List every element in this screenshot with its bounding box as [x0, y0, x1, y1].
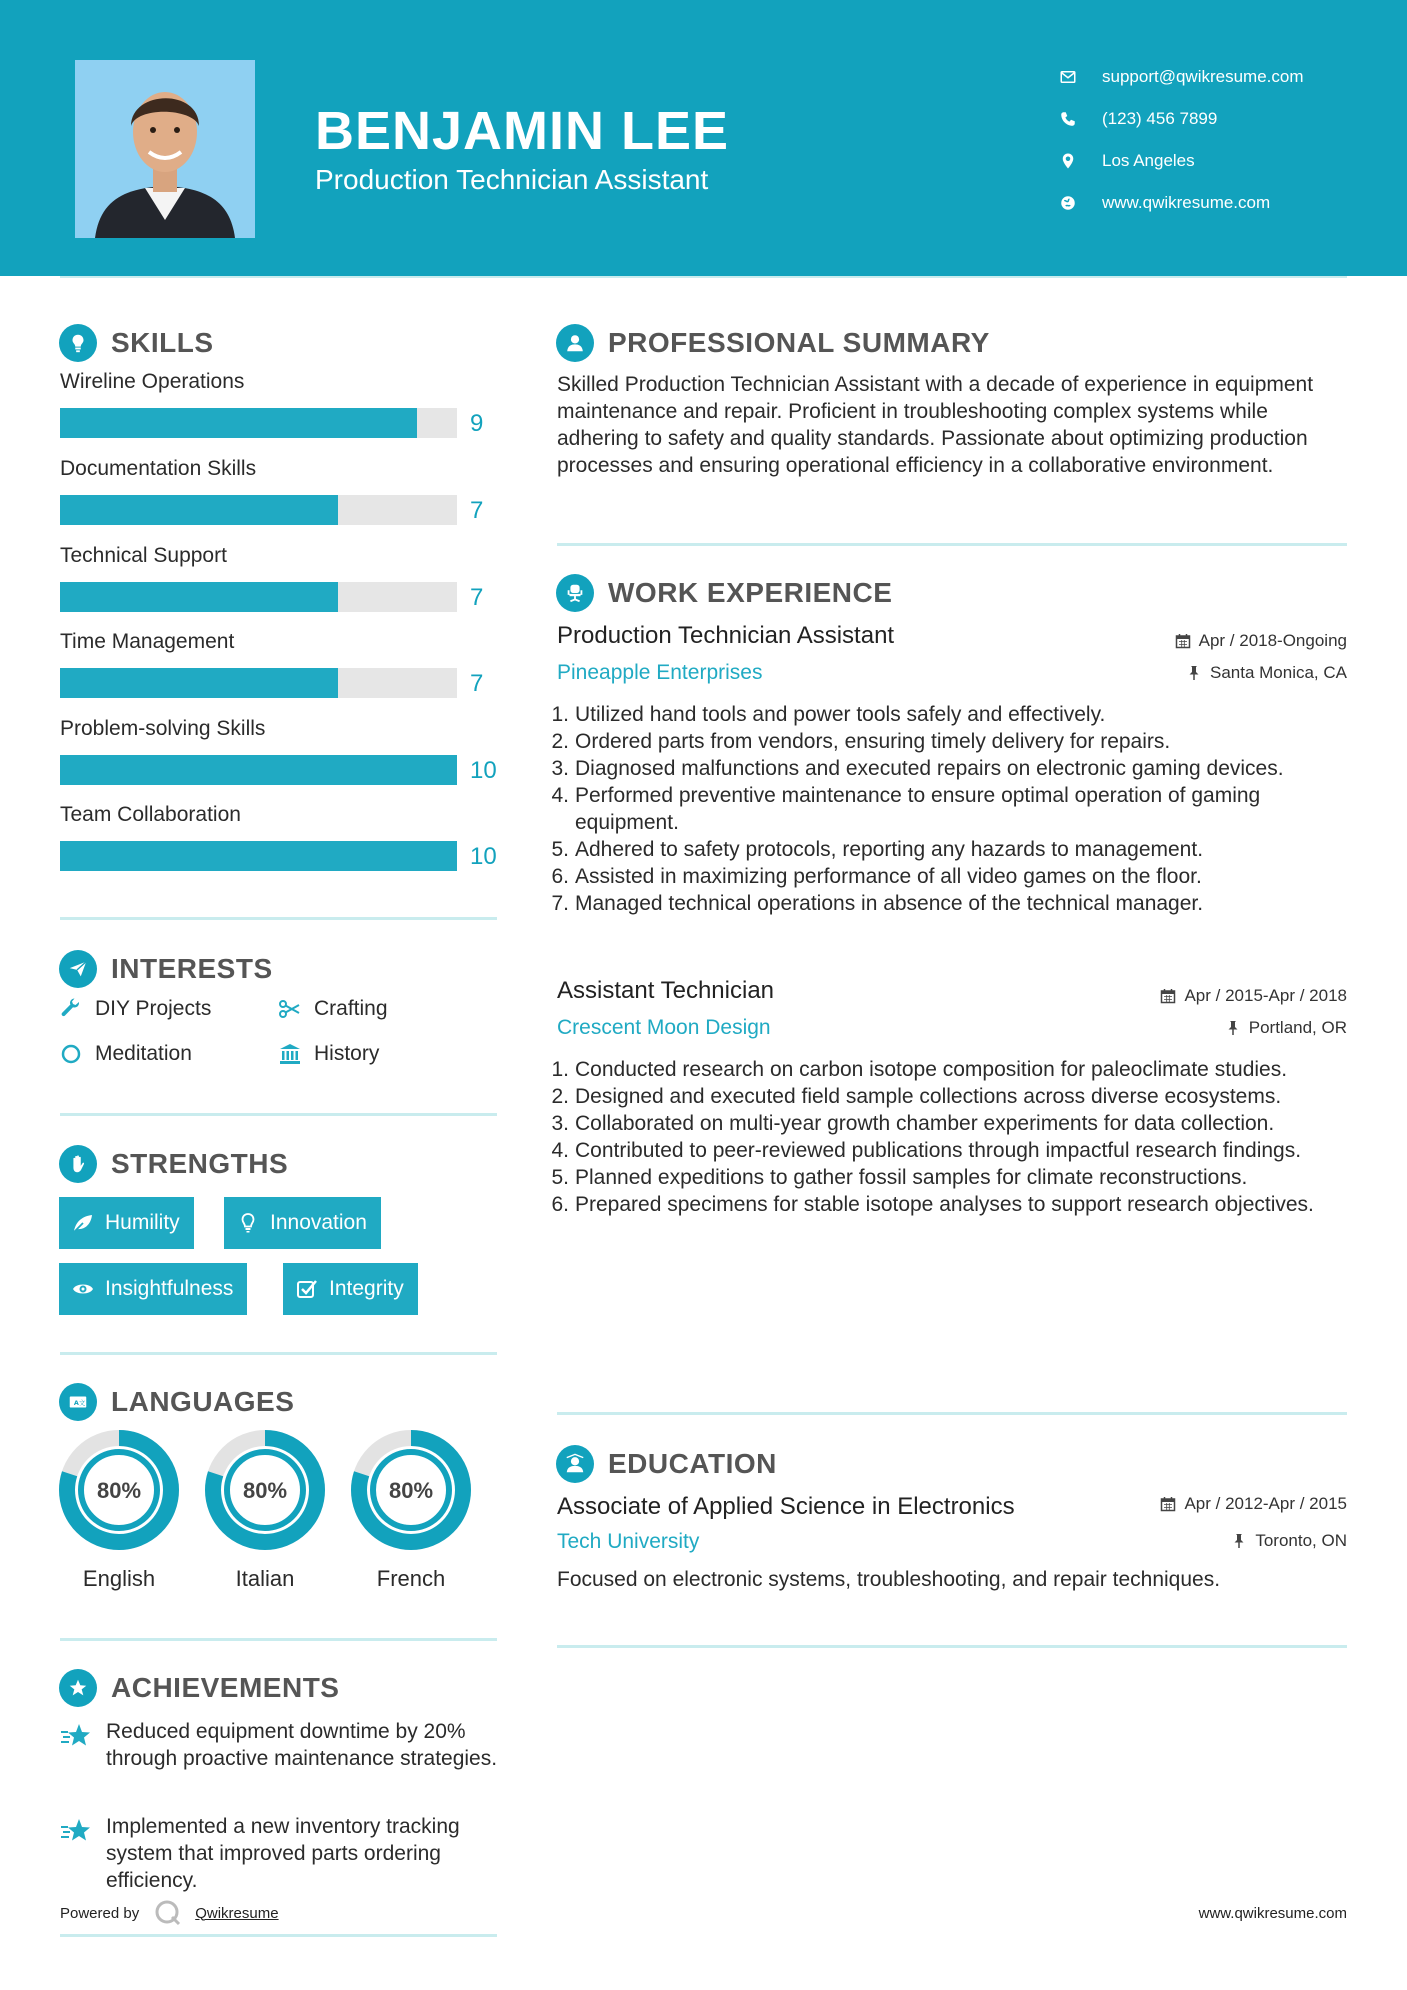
skills-title: SKILLS [111, 327, 214, 358]
job-location [1225, 1018, 1347, 1038]
language-donut [203, 1428, 327, 1552]
job-date [1175, 631, 1347, 651]
interest-item [59, 997, 211, 1021]
achievement-text: Implemented a new inventory tracking system that improved parts ordering efficiency. [106, 1815, 460, 1892]
svg-text:A: A [73, 1399, 79, 1408]
section-divider [557, 1412, 1347, 1415]
skill-item [60, 457, 510, 524]
strength-label: Innovation [270, 1211, 367, 1234]
pushpin-icon [1231, 1533, 1247, 1549]
section-divider [60, 917, 497, 920]
location-icon [1050, 152, 1086, 170]
skill-bar-fill [60, 755, 457, 785]
interest-item [278, 1042, 379, 1066]
language-item [57, 1428, 181, 1592]
qwikresume-logo-icon [153, 1898, 183, 1928]
star-badge-icon [59, 1669, 97, 1707]
skill-label: Documentation Skills [60, 457, 257, 480]
language-percent: 80% [96, 1478, 142, 1503]
skill-bar-track [60, 582, 457, 612]
bullet-item: 7. Managed technical operations in absence of the technical manager. [551, 892, 1204, 915]
skill-level: 7 [470, 497, 484, 524]
lightbulb-outline-icon [236, 1211, 260, 1235]
museum-icon [278, 1042, 302, 1066]
language-name: French [376, 1566, 446, 1591]
interests-title: INTERESTS [111, 953, 273, 984]
skill-bar-track [60, 755, 457, 785]
interest-label: DIY Projects [95, 997, 212, 1020]
interests-heading [59, 950, 273, 988]
bullet-item: 5. Planned expeditions to gather fossil samples for climate reconstructions. [551, 1166, 1248, 1189]
skill-bar-track [60, 408, 457, 438]
skill-bar-track [60, 668, 457, 698]
bullet-text: Adhered to safety protocols, reporting any hazards to management. [575, 838, 1204, 861]
language-donut [349, 1428, 473, 1552]
strength-label: Insightfulness [105, 1277, 234, 1300]
education-date [1160, 1494, 1347, 1514]
strength-chip [283, 1263, 418, 1315]
summary-text: Skilled Production Technician Assistant with a decade of experience in equipment maintenance and repair. Proficient in troubleshooting complex systems while adhering to safety and quality standards. Passionate about optimizing production processes and ensuring operational efficiency in a collaborative environment. [557, 373, 1314, 477]
bullet-item: 5. Adhered to safety protocols, reporting any hazards to management. [551, 838, 1204, 861]
achievements-heading [59, 1669, 339, 1707]
contact-phone[interactable] [1050, 98, 1304, 140]
skill-level: 9 [470, 410, 484, 437]
phone-icon [1050, 110, 1086, 128]
education-heading [556, 1445, 777, 1483]
qwikresume-link[interactable]: Qwikresume [195, 1904, 279, 1922]
achievement-text: Reduced equipment downtime by 20% through proactive maintenance strategies. [106, 1720, 498, 1770]
calendar-icon [1175, 633, 1191, 649]
bullet-text: Performed preventive maintenance to ensure optimal operation of gaming equipment. [575, 784, 1261, 834]
bullet-text: Prepared specimens for stable isotope analyses to support research objectives. [575, 1193, 1314, 1216]
bullet-text: Managed technical operations in absence of the technical manager. [575, 892, 1204, 915]
language-item [203, 1428, 327, 1592]
education-title: EDUCATION [608, 1448, 777, 1479]
skill-label: Problem-solving Skills [60, 717, 266, 740]
chair-icon [556, 574, 594, 612]
job-title: Assistant Technician [557, 977, 775, 1004]
contact-location-text: Los Angeles [1102, 151, 1195, 170]
section-divider [60, 1352, 497, 1355]
section-divider [60, 1934, 497, 1937]
job-title: Production Technician Assistant [557, 622, 895, 649]
section-divider [557, 1645, 1347, 1648]
bullet-text: Contributed to peer-reviewed publications through impactful research findings. [575, 1139, 1302, 1162]
interest-label: Crafting [314, 997, 388, 1020]
contact-website[interactable] [1050, 182, 1304, 224]
skill-item [60, 630, 510, 697]
languages-heading [59, 1383, 294, 1421]
bullet-text: Utilized hand tools and power tools safely and effectively. [575, 703, 1106, 726]
language-icon [59, 1383, 97, 1421]
education-date-text: Apr / 2012-Apr / 2015 [1184, 1494, 1347, 1513]
paper-plane-icon [59, 950, 97, 988]
header-banner [0, 0, 1407, 276]
bullet-text: Assisted in maximizing performance of all video games on the floor. [575, 865, 1202, 888]
experience-title: WORK EXPERIENCE [608, 577, 893, 608]
bullet-text: Ordered parts from vendors, ensuring timely delivery for repairs. [575, 730, 1171, 753]
bullet-text: Planned expeditions to gather fossil samples for climate reconstructions. [575, 1166, 1248, 1189]
check-square-icon [295, 1277, 319, 1301]
skill-label: Wireline Operations [60, 370, 245, 393]
email-icon [1050, 68, 1086, 86]
skill-item [60, 717, 510, 784]
skill-level: 10 [470, 757, 497, 784]
strength-chip [59, 1197, 194, 1249]
skill-bar-fill [60, 668, 338, 698]
skill-label: Time Management [60, 630, 235, 653]
bullet-item: 4. Performed preventive maintenance to ensure optimal operation of gaming equipment. [550, 782, 1350, 836]
globe-icon [1050, 194, 1086, 212]
skill-bar-fill [60, 582, 338, 612]
candidate-role: Production Technician Assistant [315, 164, 709, 195]
achievement-item [60, 1718, 500, 1772]
pushpin-icon [1225, 1020, 1241, 1036]
education-location-text: Toronto, ON [1255, 1531, 1347, 1550]
summary-title: PROFESSIONAL SUMMARY [608, 327, 990, 358]
section-divider [60, 1638, 497, 1641]
job-bullets [550, 1056, 1350, 1218]
job-bullets [550, 701, 1350, 917]
skill-bar-fill [60, 495, 338, 525]
language-percent: 80% [388, 1478, 434, 1503]
candidate-name: BENJAMIN LEE [315, 101, 730, 161]
interest-item [59, 1042, 192, 1066]
footer-website[interactable]: www.qwikresume.com [1198, 1905, 1347, 1922]
summary-heading [556, 324, 990, 362]
achievement-item [60, 1813, 500, 1894]
bullet-item: 1. Conducted research on carbon isotope composition for paleoclimate studies. [551, 1058, 1288, 1081]
education-description: Focused on electronic systems, troubleshooting, and repair techniques. [557, 1568, 1221, 1591]
skill-level: 10 [470, 843, 497, 870]
contact-email[interactable] [1050, 56, 1304, 98]
degree-title: Associate of Applied Science in Electronics [557, 1493, 1015, 1520]
school-name: Tech University [557, 1530, 700, 1553]
language-name: Italian [235, 1566, 295, 1591]
bullet-item: 3. Diagnosed malfunctions and executed repairs on electronic gaming devices. [551, 757, 1284, 780]
company-name: Crescent Moon Design [557, 1016, 771, 1039]
hand-icon [59, 1145, 97, 1183]
achievements-title: ACHIEVEMENTS [111, 1672, 340, 1703]
profile-photo [75, 60, 255, 238]
job-date-text: Apr / 2018-Ongoing [1198, 631, 1347, 650]
lightbulb-icon [59, 324, 97, 362]
bullet-item: 3. Collaborated on multi-year growth chamber experiments for data collection. [551, 1112, 1275, 1135]
contact-list [1050, 56, 1304, 224]
interest-label: History [314, 1042, 380, 1065]
skill-bar-track [60, 495, 457, 525]
section-divider [60, 1113, 497, 1116]
language-percent: 80% [242, 1478, 288, 1503]
contact-location [1050, 140, 1304, 182]
job-date-text: Apr / 2015-Apr / 2018 [1184, 986, 1347, 1005]
strength-chip [224, 1197, 381, 1249]
bullet-item: 2. Ordered parts from vendors, ensuring timely delivery for repairs. [551, 730, 1171, 753]
contact-website-text: www.qwikresume.com [1102, 193, 1271, 212]
bullet-item: 4. Contributed to peer-reviewed publications through impactful research findings. [551, 1139, 1302, 1162]
contact-phone-text: (123) 456 7899 [1102, 109, 1218, 128]
scissors-icon [278, 997, 302, 1021]
wrench-icon [59, 997, 83, 1021]
skill-label: Technical Support [60, 544, 227, 567]
languages-title: LANGUAGES [111, 1386, 295, 1417]
skill-item [60, 803, 510, 870]
pushpin-icon [1186, 665, 1202, 681]
graduate-icon [556, 1445, 594, 1483]
bullet-item: 6. Prepared specimens for stable isotope analyses to support research objectives. [551, 1193, 1314, 1216]
language-donut [57, 1428, 181, 1552]
job-date [1160, 986, 1347, 1006]
bullet-item: 6. Assisted in maximizing performance of all video games on the floor. [551, 865, 1202, 888]
skill-bar-track [60, 841, 457, 871]
strengths-title: STRENGTHS [111, 1148, 289, 1179]
language-item [349, 1428, 473, 1592]
strength-label: Humility [105, 1211, 180, 1234]
skill-item [60, 370, 510, 437]
language-name: English [82, 1566, 156, 1591]
star-icon [60, 1720, 92, 1752]
strength-label: Integrity [329, 1277, 404, 1300]
skill-item [60, 544, 510, 611]
bullet-text: Designed and executed field sample collections across diverse ecosystems. [575, 1085, 1282, 1108]
job-location [1186, 663, 1347, 683]
job-location-text: Santa Monica, CA [1209, 663, 1347, 682]
interest-label: Meditation [95, 1042, 192, 1065]
powered-by [60, 1898, 279, 1928]
skills-heading [59, 324, 214, 362]
bullet-text: Diagnosed malfunctions and executed repairs on electronic gaming devices. [575, 757, 1284, 780]
eye-icon [71, 1277, 95, 1301]
header-divider [60, 276, 1347, 278]
contact-email-text: support@qwikresume.com [1102, 67, 1304, 86]
skill-bar-fill [60, 841, 457, 871]
strength-chip [59, 1263, 247, 1315]
interest-item [278, 997, 388, 1021]
skill-label: Team Collaboration [60, 803, 241, 826]
bullet-item: 1. Utilized hand tools and power tools safely and effectively. [551, 703, 1106, 726]
svg-text:文: 文 [78, 1399, 86, 1408]
leaf-icon [71, 1211, 95, 1235]
skill-level: 7 [470, 670, 484, 697]
education-location [1231, 1531, 1347, 1551]
bullet-text: Conducted research on carbon isotope composition for paleoclimate studies. [575, 1058, 1288, 1081]
circle-icon [59, 1042, 83, 1066]
bullet-item: 2. Designed and executed field sample collections across diverse ecosystems. [551, 1085, 1282, 1108]
skill-bar-fill [60, 408, 417, 438]
calendar-icon [1160, 988, 1176, 1004]
company-name: Pineapple Enterprises [557, 661, 763, 684]
job-location-text: Portland, OR [1248, 1018, 1347, 1037]
bullet-text: Collaborated on multi-year growth chamber experiments for data collection. [575, 1112, 1275, 1135]
calendar-icon [1160, 1496, 1176, 1512]
strengths-heading [59, 1145, 288, 1183]
section-divider [557, 543, 1347, 546]
skill-level: 7 [470, 584, 484, 611]
star-icon [60, 1815, 92, 1847]
powered-by-label: Powered by [60, 1904, 140, 1922]
experience-heading [556, 574, 892, 612]
user-icon [556, 324, 594, 362]
